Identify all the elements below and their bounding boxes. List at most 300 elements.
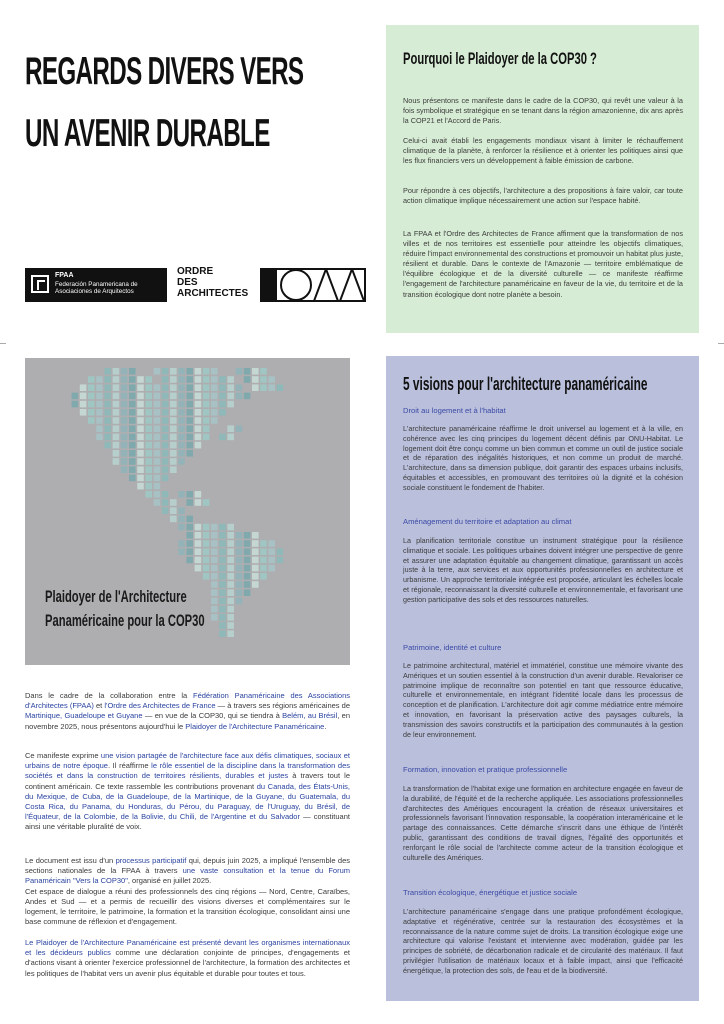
map-pixel	[178, 507, 185, 514]
map-pixel	[154, 442, 161, 449]
map-pixel	[211, 614, 218, 621]
map-pixel	[96, 393, 103, 400]
map-pixel	[162, 368, 169, 375]
map-pixel	[137, 458, 144, 465]
map-pixel	[219, 573, 226, 580]
map-pixel	[96, 376, 103, 383]
logo-row	[25, 266, 365, 306]
map-pixel	[211, 548, 218, 555]
map-pixel	[277, 557, 284, 564]
map-pixel	[178, 450, 185, 457]
map-pixel	[96, 384, 103, 391]
map-pixel	[227, 548, 234, 555]
map-pixel	[154, 491, 161, 498]
map-pixel	[113, 442, 120, 449]
map-pixel	[121, 425, 128, 432]
map-pixel	[113, 384, 120, 391]
map-pixel	[219, 565, 226, 572]
map-pixel	[96, 401, 103, 408]
map-pixel	[162, 466, 169, 473]
map-pixel	[178, 434, 185, 441]
map-pixel	[186, 425, 193, 432]
map-pixel	[195, 376, 202, 383]
map-pixel	[236, 368, 243, 375]
map-pixel	[252, 557, 259, 564]
map-pixel	[227, 565, 234, 572]
map-pixel	[244, 557, 251, 564]
map-pixel	[121, 434, 128, 441]
map-pixel	[227, 630, 234, 637]
map-pixel	[219, 606, 226, 613]
map-pixel	[186, 524, 193, 531]
map-pixel	[137, 384, 144, 391]
map-title	[45, 585, 205, 633]
map-pixel	[80, 401, 87, 408]
map-pixel	[244, 581, 251, 588]
map-pixel	[178, 368, 185, 375]
map-pixel	[186, 491, 193, 498]
map-pixel	[186, 499, 193, 506]
map-pixel	[121, 442, 128, 449]
title-line-2: UN AVENIR DURABLE	[25, 112, 270, 155]
map-pixel	[121, 393, 128, 400]
map-pixel	[260, 368, 267, 375]
map-pixel	[178, 458, 185, 465]
map-pixel	[178, 393, 185, 400]
map-pixel	[203, 557, 210, 564]
map-pixel	[186, 384, 193, 391]
map-pixel	[211, 524, 218, 531]
map-pixel	[227, 524, 234, 531]
map-pixel	[137, 401, 144, 408]
vision-5-text: L'architecture panaméricaine s'engage dans une pratique profondément écologique, adaptative et régénérative, centrée sur la restauration des écosystèmes et la reconnaissance de la nature comme sujet de droits. La transition écologique exige une architecture qui valorise l'existant et intervienne avec modération, guidée par les principes de sobriété, de décarbonation radicale et de circularité des matériaux. Il faut privilégier l'utilisation de matériaux locaux et à faible impact, ainsi que l'efficacité énergétique, la protection des sols, de l'eau et de la biodiversité.	[403, 907, 683, 975]
map-pixel	[195, 425, 202, 432]
map-pixel	[154, 409, 161, 416]
vision-3-text: Le patrimoine architectural, matériel et immatériel, constitue une mémoire vivante des Amériques et un soutien essentiel à la construction d'un avenir durable. Revaloriser ce patrimoine implique de reconnaître son potentiel en tant que ressource éducative, culturelle et environnementale, en intégrant l'identité locale dans les processus de conception et de planification. L'architecture doit agir comme médiatrice entre mémoire et innovation, en favorisant la préservation active des paysages culturels, la transmission des savoirs constructifs et la participation des communautés à la gestion de leur environnement.	[403, 661, 683, 739]
map-pixel	[129, 417, 136, 424]
map-pixel	[154, 384, 161, 391]
map-pixel	[121, 417, 128, 424]
map-pixel	[178, 540, 185, 547]
map-pixel	[219, 622, 226, 629]
map-pixel	[195, 565, 202, 572]
why-cop30-panel	[386, 25, 699, 333]
map-title-line-1: Plaidoyer de l'Architecture	[45, 587, 187, 606]
vision-3-title: Patrimoine, identité et culture	[403, 643, 502, 652]
map-pixel	[244, 540, 251, 547]
map-pixel	[211, 573, 218, 580]
map-pixel	[129, 434, 136, 441]
map-pixel	[203, 434, 210, 441]
map-pixel	[88, 393, 95, 400]
map-pixel	[227, 532, 234, 539]
map-pixel	[162, 393, 169, 400]
map-pixel	[129, 401, 136, 408]
map-pixel	[170, 384, 177, 391]
map-pixel	[195, 409, 202, 416]
map-pixel	[121, 376, 128, 383]
map-pixel	[203, 417, 210, 424]
map-pixel	[195, 491, 202, 498]
map-pixel	[162, 409, 169, 416]
map-pixel	[178, 516, 185, 523]
fpaa-mark-icon	[31, 275, 49, 293]
map-pixel	[145, 393, 152, 400]
map-pixel	[178, 409, 185, 416]
map-pixel	[186, 557, 193, 564]
map-pixel	[137, 475, 144, 482]
map-pixel	[113, 450, 120, 457]
map-pixel	[129, 384, 136, 391]
vision-1-title: Droit au logement et à l'habitat	[403, 406, 506, 415]
why-p1: Nous présentons ce manifeste dans le cadre de la COP30, qui revêt une valeur à la fois symbolique et stratégique en se tenant dans la région amazonienne, dix ans après la COP21 et l'Accord de Paris.	[403, 96, 683, 126]
map-pixel	[104, 442, 111, 449]
map-pixel	[236, 393, 243, 400]
map-pixel	[162, 376, 169, 383]
map-pixel	[154, 475, 161, 482]
map-pixel	[219, 409, 226, 416]
map-pixel	[154, 368, 161, 375]
map-pixel	[260, 573, 267, 580]
map-pixel	[170, 425, 177, 432]
fpaa-name: Federación Panamericana de Asociaciones de Arquitectos	[55, 281, 138, 295]
map-pixel	[244, 393, 251, 400]
map-pixel	[96, 409, 103, 416]
vision-4-title: Formation, innovation et pratique professionnelle	[403, 765, 568, 774]
oda-line-3: ARCHITECTES	[177, 288, 249, 299]
map-pixel	[170, 376, 177, 383]
intro-paragraph-4: Le Plaidoyer de l'Architecture Panaméricaine est présenté devant les organismes internationaux et les décideurs publics comme une déclaration conjointe de principes, d'engagements et d'actions visant à orienter l'exercice professionnel de l'architecture, la formation des architectes et les politiques de l'habitat vers un avenir plus équitable et durable pour toutes et tous.	[25, 938, 351, 978]
map-pixel	[211, 589, 218, 596]
map-pixel	[219, 434, 226, 441]
map-pixel	[162, 384, 169, 391]
map-pixel	[186, 442, 193, 449]
map-pixel	[129, 442, 136, 449]
map-pixel	[121, 409, 128, 416]
map-pixel	[104, 368, 111, 375]
map-pixel	[96, 434, 103, 441]
map-pixel	[227, 401, 234, 408]
map-pixel	[260, 540, 267, 547]
map-pixel	[277, 384, 284, 391]
map-pixel	[145, 458, 152, 465]
map-pixel	[129, 393, 136, 400]
map-pixel	[219, 630, 226, 637]
map-pixel	[227, 425, 234, 432]
map-pixel	[129, 450, 136, 457]
map-pixel	[72, 393, 79, 400]
intro-paragraph-2: Ce manifeste exprime une vision partagée de l'architecture face aux défis climatiques, sociaux et urbains de notre époque. Il réaffirme le rôle essentiel de la discipline dans la transformation des sociétés et dans la construction de territoires résilients, durables et justes à travers tout le continent américain. Ce texte rassemble les contributions provenant du Canada, des États-Unis, du Mexique, de Cuba, de la Guadeloupe, de la Martinique, de la Guyane, du Guatemala, du Costa Rica, du Panama, du Honduras, du Pérou, du Paraguay, de l'Uruguay, du Brésil, de l'Équateur, de la Colombie, de la Bolivie, du Chili, de l'Argentine et du Salvador — constituant ainsi une véritable pluralité de voix.	[25, 751, 351, 832]
map-pixel	[88, 417, 95, 424]
map-pixel	[211, 598, 218, 605]
map-pixel	[211, 540, 218, 547]
map-pixel	[170, 458, 177, 465]
map-pixel	[203, 573, 210, 580]
map-pixel	[211, 557, 218, 564]
map-pixel	[186, 368, 193, 375]
map-pixel	[236, 425, 243, 432]
vision-2-text: La planification territoriale constitue un instrument stratégique pour la résilience climatique et sociale. Les politiques urbaines doivent intégrer une perspective de genre et assurer une adaptation équitable au changement climatique, garantissant un accès juste à la terre, aux services et aux opportunités professionnelles en architecture et urbanisme. Un approche territoriale intégrée est proposée, articulant les échelles locale et régionale, reconnaissant la diversité culturelle et environnementale, et favorisant une gestion participative des sols et des ressources naturelles.	[403, 536, 683, 604]
map-pixel	[178, 425, 185, 432]
map-pixel	[227, 434, 234, 441]
map-pixel	[88, 384, 95, 391]
map-pixel	[227, 573, 234, 580]
map-pixel	[154, 393, 161, 400]
map-pixel	[236, 532, 243, 539]
intro-paragraph-3: Le document est issu d'un processus participatif qui, depuis juin 2025, a impliqué l'ensemble des sections nationales de la FPAA à travers une vaste consultation et la tenue du Forum Panaméricain "Vers la COP30", organisé en juillet 2025. Cet espace de dialogue a réuni des professionnels des cinq régions — Nord, Centre, Caraïbes, Andes et Sud — et a permis de recueillir des visions diverses et complémentaires sur le logement, le territoire, le patrimoine, la formation et la transition écologique, consolidant ainsi une base commune de réflexion et d'engagement.	[25, 856, 350, 927]
map-pixel	[236, 565, 243, 572]
map-pixel	[252, 368, 259, 375]
crop-mark	[718, 343, 724, 344]
map-pixel	[178, 442, 185, 449]
map-pixel	[186, 417, 193, 424]
map-pixel	[219, 548, 226, 555]
map-pixel	[72, 401, 79, 408]
map-pixel	[260, 557, 267, 564]
map-pixel	[145, 417, 152, 424]
map-pixel	[121, 466, 128, 473]
map-pixel	[113, 417, 120, 424]
map-pixel	[178, 491, 185, 498]
map-pixel	[170, 393, 177, 400]
map-pixel	[195, 540, 202, 547]
map-pixel	[162, 450, 169, 457]
map-pixel	[154, 458, 161, 465]
map-pixel	[145, 466, 152, 473]
map-pixel	[121, 401, 128, 408]
visions-heading: 5 visions pour l'architecture panaméricaine	[403, 374, 648, 394]
map-pixel	[170, 466, 177, 473]
map-pixel	[154, 417, 161, 424]
map-pixel	[219, 393, 226, 400]
map-pixel	[104, 376, 111, 383]
map-pixel	[195, 524, 202, 531]
why-cop30-heading: Pourquoi le Plaidoyer de la COP30 ?	[403, 49, 597, 68]
map-pixel	[121, 458, 128, 465]
why-p3: Pour répondre à ces objectifs, l'architecture a des propositions à faire valoir, car toute action climatique implique nécessairement une action sur l'espace habité.	[403, 186, 683, 206]
map-pixel	[88, 376, 95, 383]
map-pixel	[244, 548, 251, 555]
map-panel	[25, 358, 350, 665]
map-pixel	[203, 368, 210, 375]
map-pixel	[268, 565, 275, 572]
map-pixel	[203, 499, 210, 506]
map-pixel	[186, 434, 193, 441]
map-pixel	[113, 434, 120, 441]
map-pixel	[162, 491, 169, 498]
map-pixel	[186, 376, 193, 383]
map-pixel	[154, 450, 161, 457]
map-pixel	[178, 417, 185, 424]
map-pixel	[186, 548, 193, 555]
map-pixel	[145, 425, 152, 432]
fpaa-logo	[25, 268, 167, 302]
map-pixel	[219, 384, 226, 391]
map-pixel	[219, 540, 226, 547]
map-pixel	[129, 466, 136, 473]
map-pixel	[236, 581, 243, 588]
map-pixel	[80, 384, 87, 391]
map-pixel	[162, 507, 169, 514]
map-pixel	[195, 368, 202, 375]
map-pixel	[186, 516, 193, 523]
vision-5-title: Transition écologique, énergétique et justice sociale	[403, 888, 578, 897]
map-pixel	[178, 384, 185, 391]
map-pixel	[104, 409, 111, 416]
map-pixel	[195, 401, 202, 408]
map-pixel	[178, 401, 185, 408]
map-pixel	[195, 417, 202, 424]
map-pixel	[113, 368, 120, 375]
map-pixel	[219, 598, 226, 605]
map-pixel	[219, 589, 226, 596]
map-pixel	[203, 532, 210, 539]
map-pixel	[137, 417, 144, 424]
map-pixel	[186, 450, 193, 457]
map-pixel	[211, 532, 218, 539]
map-pixel	[186, 409, 193, 416]
map-pixel	[219, 614, 226, 621]
map-pixel	[195, 557, 202, 564]
map-pixel	[195, 499, 202, 506]
map-pixel	[154, 434, 161, 441]
map-pixel	[252, 581, 259, 588]
map-pixel	[219, 376, 226, 383]
crop-mark	[0, 343, 6, 344]
map-pixel	[219, 532, 226, 539]
map-pixel	[170, 450, 177, 457]
map-pixel	[244, 376, 251, 383]
vision-1-text: L'architecture panaméricaine réaffirme le droit universel au logement et à la ville, en cohérence avec les cinq principes du logement décent définis par ONU-Habitat. Le logement doit être conçu comme un bien commun et comme un outil de justice sociale et de réparation des inégalités historiques, et non comme un produit de marché. L'architecture, dans sa dimension publique, doit garantir des espaces urbains inclusifs, équitables et accessibles, en promouvant des territoires où la dignité et la cohésion sociale constituent le fondement de l'habiter.	[403, 424, 683, 492]
map-pixel	[137, 393, 144, 400]
map-pixel	[145, 475, 152, 482]
map-pixel	[170, 516, 177, 523]
map-pixel	[80, 409, 87, 416]
map-pixel	[268, 376, 275, 383]
map-pixel	[104, 417, 111, 424]
map-pixel	[211, 565, 218, 572]
map-pixel	[211, 368, 218, 375]
map-pixel	[227, 540, 234, 547]
map-pixel	[186, 540, 193, 547]
map-pixel	[145, 401, 152, 408]
map-pixel	[170, 401, 177, 408]
map-pixel	[137, 483, 144, 490]
map-pixel	[162, 499, 169, 506]
map-pixel	[227, 581, 234, 588]
vision-4-text: La transformation de l'habitat exige une formation en architecture engagée en faveur de la durabilité, de l'équité et de la recherche appliquée. Les associations professionnelles d'architectes des Amériques encouragent la création de réseaux universitaires et professionnels favorisant l'innovation responsable, la coopération interaméricaine et le partage des connaissances. Cette démarche s'inscrit dans une éthique de l'intérêt public, garantissant des conditions de travail dignes, l'égalité des opportunités et renforçant le rôle social de l'architecte comme acteur de la transition écologique et culturelle des Amériques.	[403, 784, 683, 862]
map-pixel	[203, 565, 210, 572]
map-pixel	[137, 434, 144, 441]
map-pixel	[195, 548, 202, 555]
map-pixel	[227, 622, 234, 629]
map-pixel	[162, 442, 169, 449]
map-pixel	[129, 458, 136, 465]
map-pixel	[129, 368, 136, 375]
map-pixel	[88, 401, 95, 408]
map-pixel	[96, 417, 103, 424]
map-pixel	[203, 384, 210, 391]
map-pixel	[186, 532, 193, 539]
map-pixel	[203, 425, 210, 432]
map-pixel	[113, 425, 120, 432]
map-pixel	[104, 401, 111, 408]
map-pixel	[88, 409, 95, 416]
map-pixel	[113, 409, 120, 416]
map-pixel	[227, 598, 234, 605]
map-pixel	[211, 384, 218, 391]
map-pixel	[113, 458, 120, 465]
why-p2: Celui-ci avait établi les engagements mondiaux visant à limiter le réchauffement climatique de la planète, à renforcer la résilience et à orienter les politiques ainsi que les flux financiers vers un développement à faible émission de carbone.	[403, 136, 683, 166]
map-pixel	[227, 557, 234, 564]
map-pixel	[113, 376, 120, 383]
map-pixel	[145, 491, 152, 498]
map-pixel	[211, 393, 218, 400]
map-pixel	[203, 409, 210, 416]
why-p4: La FPAA et l'Ordre des Architectes de France affirment que la transformation de nos villes et de nos territoires est essentielle pour atteindre les objectifs climatiques, réduire l'impact environnemental des constructions et promouvoir un habitat plus juste, résilient et durable. Dans le contexte de l'Amazonie — territoire emblématique de l'équilibre écologique et de la diversité culturelle — ce manifeste réaffirme l'engagement de l'architecture panaméricaine en faveur de la vie, du territoire et de la transition écologique dont notre planète a besoin.	[403, 229, 683, 299]
map-pixel	[211, 417, 218, 424]
map-pixel	[211, 401, 218, 408]
map-pixel	[154, 483, 161, 490]
map-pixel	[137, 442, 144, 449]
map-pixel	[195, 434, 202, 441]
map-pixel	[145, 442, 152, 449]
map-pixel	[203, 540, 210, 547]
oda-logo-text	[177, 266, 257, 299]
map-pixel	[170, 507, 177, 514]
map-pixel	[236, 384, 243, 391]
map-pixel	[154, 466, 161, 473]
map-pixel	[129, 475, 136, 482]
map-pixel	[80, 393, 87, 400]
map-pixel	[252, 573, 259, 580]
map-pixel	[104, 434, 111, 441]
map-pixel	[252, 532, 259, 539]
fpaa-abbr: FPAA	[55, 272, 74, 279]
map-pixel	[260, 384, 267, 391]
map-pixel	[227, 393, 234, 400]
visions-panel	[386, 356, 699, 1001]
map-pixel	[227, 606, 234, 613]
map-pixel	[227, 614, 234, 621]
map-pixel	[252, 548, 259, 555]
map-pixel	[178, 548, 185, 555]
map-title-line-2: Panaméricaine pour la COP30	[45, 611, 205, 630]
map-pixel	[244, 565, 251, 572]
title-line-1: REGARDS DIVERS VERS	[25, 50, 304, 93]
map-pixel	[268, 384, 275, 391]
map-pixel	[219, 581, 226, 588]
map-pixel	[121, 368, 128, 375]
map-pixel	[145, 434, 152, 441]
map-pixel	[162, 475, 169, 482]
map-pixel	[252, 384, 259, 391]
map-pixel	[227, 384, 234, 391]
map-pixel	[129, 409, 136, 416]
map-pixel	[145, 384, 152, 391]
map-pixel	[170, 499, 177, 506]
map-pixel	[244, 573, 251, 580]
map-pixel	[252, 540, 259, 547]
map-pixel	[260, 376, 267, 383]
map-pixel	[211, 606, 218, 613]
map-pixel	[236, 548, 243, 555]
map-pixel	[170, 417, 177, 424]
map-pixel	[162, 401, 169, 408]
map-pixel	[236, 589, 243, 596]
map-pixel	[252, 376, 259, 383]
map-pixel	[113, 393, 120, 400]
